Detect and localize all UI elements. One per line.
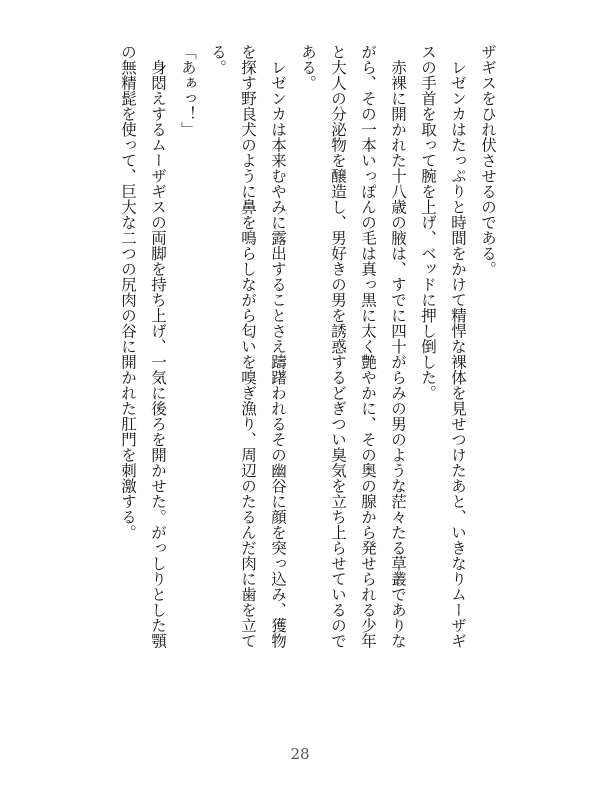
text-line: 身悶えするムーザギスの両脚を持ち上げ、一気に後ろを開かせた。がっしりとした顎 — [149, 44, 167, 649]
text-line: スの手首を取って腕を上げ、ベッドに押し倒した。 — [419, 44, 437, 401]
text-line: 赤裸に開かれた十八歳の腋は、すでに四十がらみの男のような茫々たる草叢でありな — [389, 44, 407, 649]
text-line: ザギスをひれ伏させるのである。 — [479, 44, 497, 277]
text-line: レゼンカはたっぷりと時間をかけて精悍な裸体を見せつけたあと、いきなりムーザギ — [449, 44, 467, 649]
page-number: 28 — [290, 745, 310, 763]
text-line: がら、その一本いっぽんの毛は真っ黒に太く艶やかに、その奥の腺から発せられる少年 — [359, 44, 377, 649]
text-line: レゼンカは本来むやみに露出することさえ躊躇われるその幽谷に顔を突っ込み、獲物 — [269, 44, 287, 649]
text-line: の無精髭を使って、巨大な二つの尻肉の谷に開かれた肛門を刺激する。 — [119, 44, 137, 540]
text-line: と大人の分泌物を醸造し、男好きの男を誘惑するどぎつい臭気を立ち上らせているので — [329, 44, 347, 649]
text-line: を探す野良犬のように鼻を鳴らしながら匂いを嗅ぎ漁り、周辺のたるんだ肉に歯を立て — [239, 44, 257, 649]
text-line: ある。 — [299, 44, 317, 91]
text-line: る。 — [209, 44, 227, 75]
text-line: 「あぁっ！」 — [179, 44, 197, 137]
